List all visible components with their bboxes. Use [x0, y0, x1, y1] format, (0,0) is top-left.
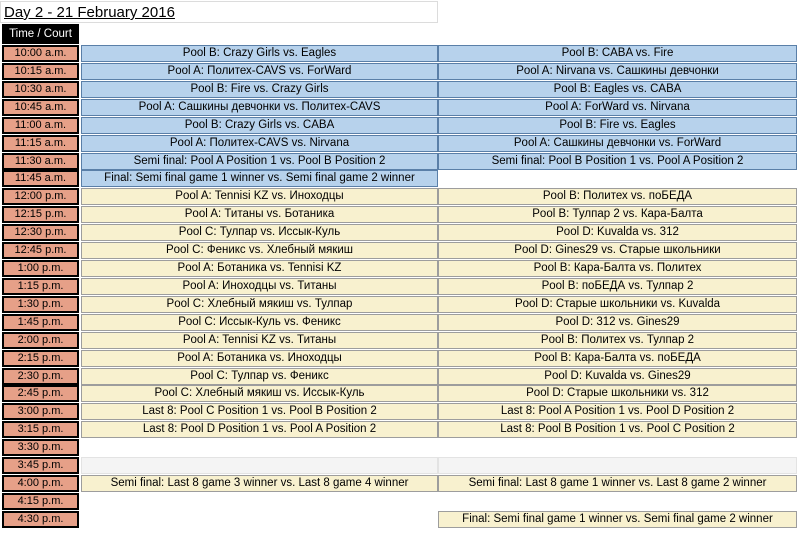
- time-slot: 2:15 p.m.: [2, 350, 79, 367]
- court-2-match: Final: Semi final game 1 winner vs. Semi final game 2 winner: [438, 511, 797, 528]
- court-1-match: Pool C: Тулпар vs. Феникс: [81, 368, 438, 385]
- time-slot: 1:15 p.m.: [2, 278, 79, 295]
- time-slot: 3:45 p.m.: [2, 457, 79, 474]
- court-2-match: Pool D: 312 vs. Gines29: [438, 314, 797, 331]
- court-1-match: [81, 493, 438, 510]
- court-1-match: Pool A: Иноходцы vs. Титаны: [81, 278, 438, 295]
- court-1-match: Pool C: Феникс vs. Хлебный мякиш: [81, 242, 438, 259]
- time-slot: 10:15 a.m.: [2, 63, 79, 80]
- court-2-match: Pool B: Политех vs. поБЕДА: [438, 188, 797, 205]
- court-1-match: Pool C: Хлебный мякиш vs. Тулпар: [81, 296, 438, 313]
- court-1-match: Semi final: Last 8 game 3 winner vs. Last 8 game 4 winner: [81, 475, 438, 492]
- court-2-match: Last 8: Pool A Position 1 vs. Pool D Position 2: [438, 403, 797, 420]
- time-slot: 1:30 p.m.: [2, 296, 79, 313]
- court-2-match: Pool B: Eagles vs. CABA: [438, 81, 797, 98]
- court-2-match: Pool B: Политех vs. Тулпар 2: [438, 332, 797, 349]
- court-2-match: [438, 439, 797, 456]
- court-2-match: Pool D: Kuvalda vs. 312: [438, 224, 797, 241]
- court-2-match: [438, 493, 797, 510]
- time-slot: 2:45 p.m.: [2, 385, 79, 402]
- time-slot: 4:15 p.m.: [2, 493, 79, 510]
- court-2-match: Pool B: поБЕДА vs. Тулпар 2: [438, 278, 797, 295]
- time-slot: 10:00 a.m.: [2, 45, 79, 62]
- court-1-match: Pool A: Титаны vs. Ботаника: [81, 206, 438, 223]
- court-1-match: [81, 511, 438, 528]
- time-slot: 2:30 p.m.: [2, 368, 79, 385]
- court-2-match: Pool B: Тулпар 2 vs. Кара-Балта: [438, 206, 797, 223]
- time-slot: 12:45 p.m.: [2, 242, 79, 259]
- court-1-match: Pool B: Crazy Girls vs. CABA: [81, 117, 438, 134]
- court-2-match: Pool D: Gines29 vs. Старые школьники: [438, 242, 797, 259]
- time-slot: 3:30 p.m.: [2, 439, 79, 456]
- court-2-match: Pool B: CABA vs. Fire: [438, 45, 797, 62]
- time-slot: 1:45 p.m.: [2, 314, 79, 331]
- court-1-match: Pool C: Хлебный мякиш vs. Иссык-Куль: [81, 385, 438, 402]
- court-2-match: Semi final: Pool B Position 1 vs. Pool A Position 2: [438, 153, 797, 170]
- time-slot: 11:30 a.m.: [2, 153, 79, 170]
- court-1-match: Semi final: Pool A Position 1 vs. Pool B Position 2: [81, 153, 438, 170]
- court-2-match: [438, 457, 797, 474]
- time-court-header: Time / Court: [2, 24, 79, 44]
- court-1-match: Pool A: Tennisi KZ vs. Иноходцы: [81, 188, 438, 205]
- court-1-match: Last 8: Pool D Position 1 vs. Pool A Position 2: [81, 421, 438, 438]
- time-slot: 3:15 p.m.: [2, 421, 79, 438]
- time-slot: 12:15 p.m.: [2, 206, 79, 223]
- court-2-match: Pool B: Fire vs. Eagles: [438, 117, 797, 134]
- court-1-match: Last 8: Pool C Position 1 vs. Pool B Position 2: [81, 403, 438, 420]
- court-1-match: Pool A: Политех-CAVS vs. ForWard: [81, 63, 438, 80]
- time-slot: 11:00 a.m.: [2, 117, 79, 134]
- court-1-match: Pool A: Tennisi KZ vs. Титаны: [81, 332, 438, 349]
- court-2-match: Pool B: Кара-Балта vs. Политех: [438, 260, 797, 277]
- court-1-match: [81, 439, 438, 456]
- time-slot: 4:30 p.m.: [2, 511, 79, 528]
- court-2-match: Pool A: Nirvana vs. Сашкины девчонки: [438, 63, 797, 80]
- court-1-match: Final: Semi final game 1 winner vs. Semi final game 2 winner: [81, 170, 438, 187]
- time-slot: 2:00 p.m.: [2, 332, 79, 349]
- court-2-match: Pool A: Сашкины девчонки vs. ForWard: [438, 135, 797, 152]
- court-2-match: Pool D: Старые школьники vs. 312: [438, 385, 797, 402]
- court-1-match: Pool A: Сашкины девчонки vs. Политех-CAVS: [81, 99, 438, 116]
- time-slot: 12:00 p.m.: [2, 188, 79, 205]
- court-2-match: [438, 170, 797, 187]
- court-1-match: Pool A: Политех-CAVS vs. Nirvana: [81, 135, 438, 152]
- court-2-match: Pool D: Старые школьники vs. Kuvalda: [438, 296, 797, 313]
- court-1-match: Pool B: Crazy Girls vs. Eagles: [81, 45, 438, 62]
- court-2-match: Semi final: Last 8 game 1 winner vs. Last 8 game 2 winner: [438, 475, 797, 492]
- court-1-match: Pool A: Ботаника vs. Tennisi KZ: [81, 260, 438, 277]
- time-slot: 11:15 a.m.: [2, 135, 79, 152]
- time-slot: 10:30 a.m.: [2, 81, 79, 98]
- time-slot: 3:00 p.m.: [2, 403, 79, 420]
- time-slot: 12:30 p.m.: [2, 224, 79, 241]
- court-2-match: Pool B: Кара-Балта vs. поБЕДА: [438, 350, 797, 367]
- time-slot: 11:45 a.m.: [2, 170, 79, 187]
- court-1-match: Pool C: Иссык-Куль vs. Феникс: [81, 314, 438, 331]
- time-slot: 10:45 a.m.: [2, 99, 79, 116]
- court-2-match: Pool D: Kuvalda vs. Gines29: [438, 368, 797, 385]
- time-slot: 1:00 p.m.: [2, 260, 79, 277]
- court-2-match: Last 8: Pool B Position 1 vs. Pool C Position 2: [438, 421, 797, 438]
- court-1-match: Pool B: Fire vs. Crazy Girls: [81, 81, 438, 98]
- court-1-match: Pool C: Тулпар vs. Иссык-Куль: [81, 224, 438, 241]
- page-title: Day 2 - 21 February 2016: [0, 1, 438, 23]
- time-slot: 4:00 p.m.: [2, 475, 79, 492]
- court-2-match: Pool A: ForWard vs. Nirvana: [438, 99, 797, 116]
- court-1-match: Pool A: Ботаника vs. Иноходцы: [81, 350, 438, 367]
- court-1-match: [81, 457, 438, 474]
